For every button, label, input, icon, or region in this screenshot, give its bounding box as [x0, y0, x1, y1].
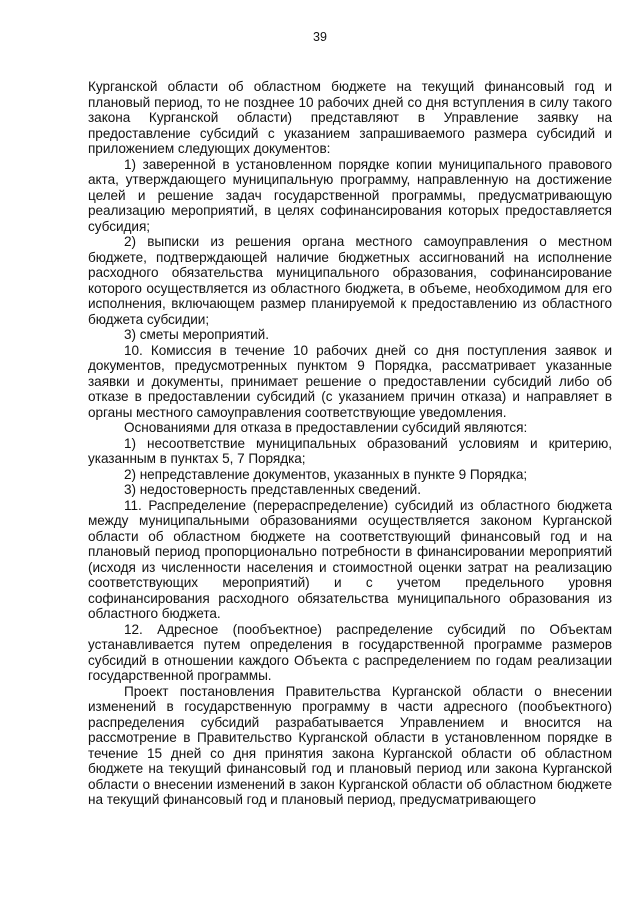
page-number: 39	[313, 30, 327, 44]
paragraph: 10. Комиссия в течение 10 рабочих дней со дня поступления заявок и документов, предусмотренных пунктом 9 Порядка, рассматривает указанные заявки и документы, принимает решение о предоставлении субсидий либо об отказе в предоставлении субсидий (с указанием причин отказа) и направляет в органы местного самоуправления соответствующие уведомления.	[88, 342, 612, 420]
paragraph: 1) заверенной в установленном порядке копии муниципального правового акта, утверждающего муниципальную программу, направленную на достижение целей и решение задач государственной программы, предусматривающую реализацию мероприятий, в целях софинансирования которых предоставляется субсидия;	[88, 156, 612, 234]
paragraph: 2) выписки из решения органа местного самоуправления о местном бюджете, подтверждающей наличие бюджетных ассигнований на исполнение расходного обязательства муниципального образования, софинансирование которого осуществляется из областного бюджета, в объеме, необходимом для его исполнения, включающем размер планируемой к предоставлению из областного бюджета субсидии;	[88, 234, 612, 327]
paragraph: 3) сметы мероприятий.	[124, 327, 269, 342]
paragraph: Курганской области об областном бюджете на текущий финансовый год и плановый период, то не позднее 10 рабочих дней со дня вступления в силу такого закона Курганской области) представляют в Управление заявку на предоставление субсидий с указанием запрашиваемого размера субсидий и приложением следующих документов:	[88, 79, 612, 156]
paragraph: 2) непредставление документов, указанных в пункте 9 Порядка;	[124, 466, 528, 482]
paragraph: 3) недостоверность представленных сведений.	[124, 482, 421, 497]
paragraph: Основаниями для отказа в предоставлении субсидий являются:	[124, 420, 528, 435]
paragraph: 12. Адресное (пообъектное) распределение субсидий по Объектам устанавливается путем определения в государственной программе размеров субсидий в отношении каждого Объекта с распределением по годам реализации государственной программы.	[88, 621, 612, 683]
document-body	[88, 79, 612, 808]
paragraph: Проект постановления Правительства Курганской области о внесении изменений в государственную программу в части адресного (пообъектного) распределения субсидий разрабатывается Управлением и вносится на рассмотрение в Правительство Курганской области в установленном порядке в течение 15 дней со дня принятия закона Курганской области об областном бюджете на текущий финансовый год и плановый период или закона Курганской области о внесении изменений в закон Курганской области об областном бюджете на текущий финансовый год и плановый период, предусматривающего	[88, 683, 612, 807]
paragraph: 11. Распределение (перераспределение) субсидий из областного бюджета между муниципальными образованиями осуществляется законом Курганской области об областном бюджете на соответствующий финансовый год и на плановый период пропорционально потребности в финансировании мероприятий (исходя из численности населения и стоимостной оценки затрат на реализацию соответствующих мероприятий) и с учетом предельного уровня софинансирования расходного обязательства муниципального образования из областного бюджета.	[88, 497, 612, 621]
paragraph: 1) несоответствие муниципальных образований условиям и критерию, указанным в пунктах 5, 7 Порядка;	[88, 435, 612, 466]
